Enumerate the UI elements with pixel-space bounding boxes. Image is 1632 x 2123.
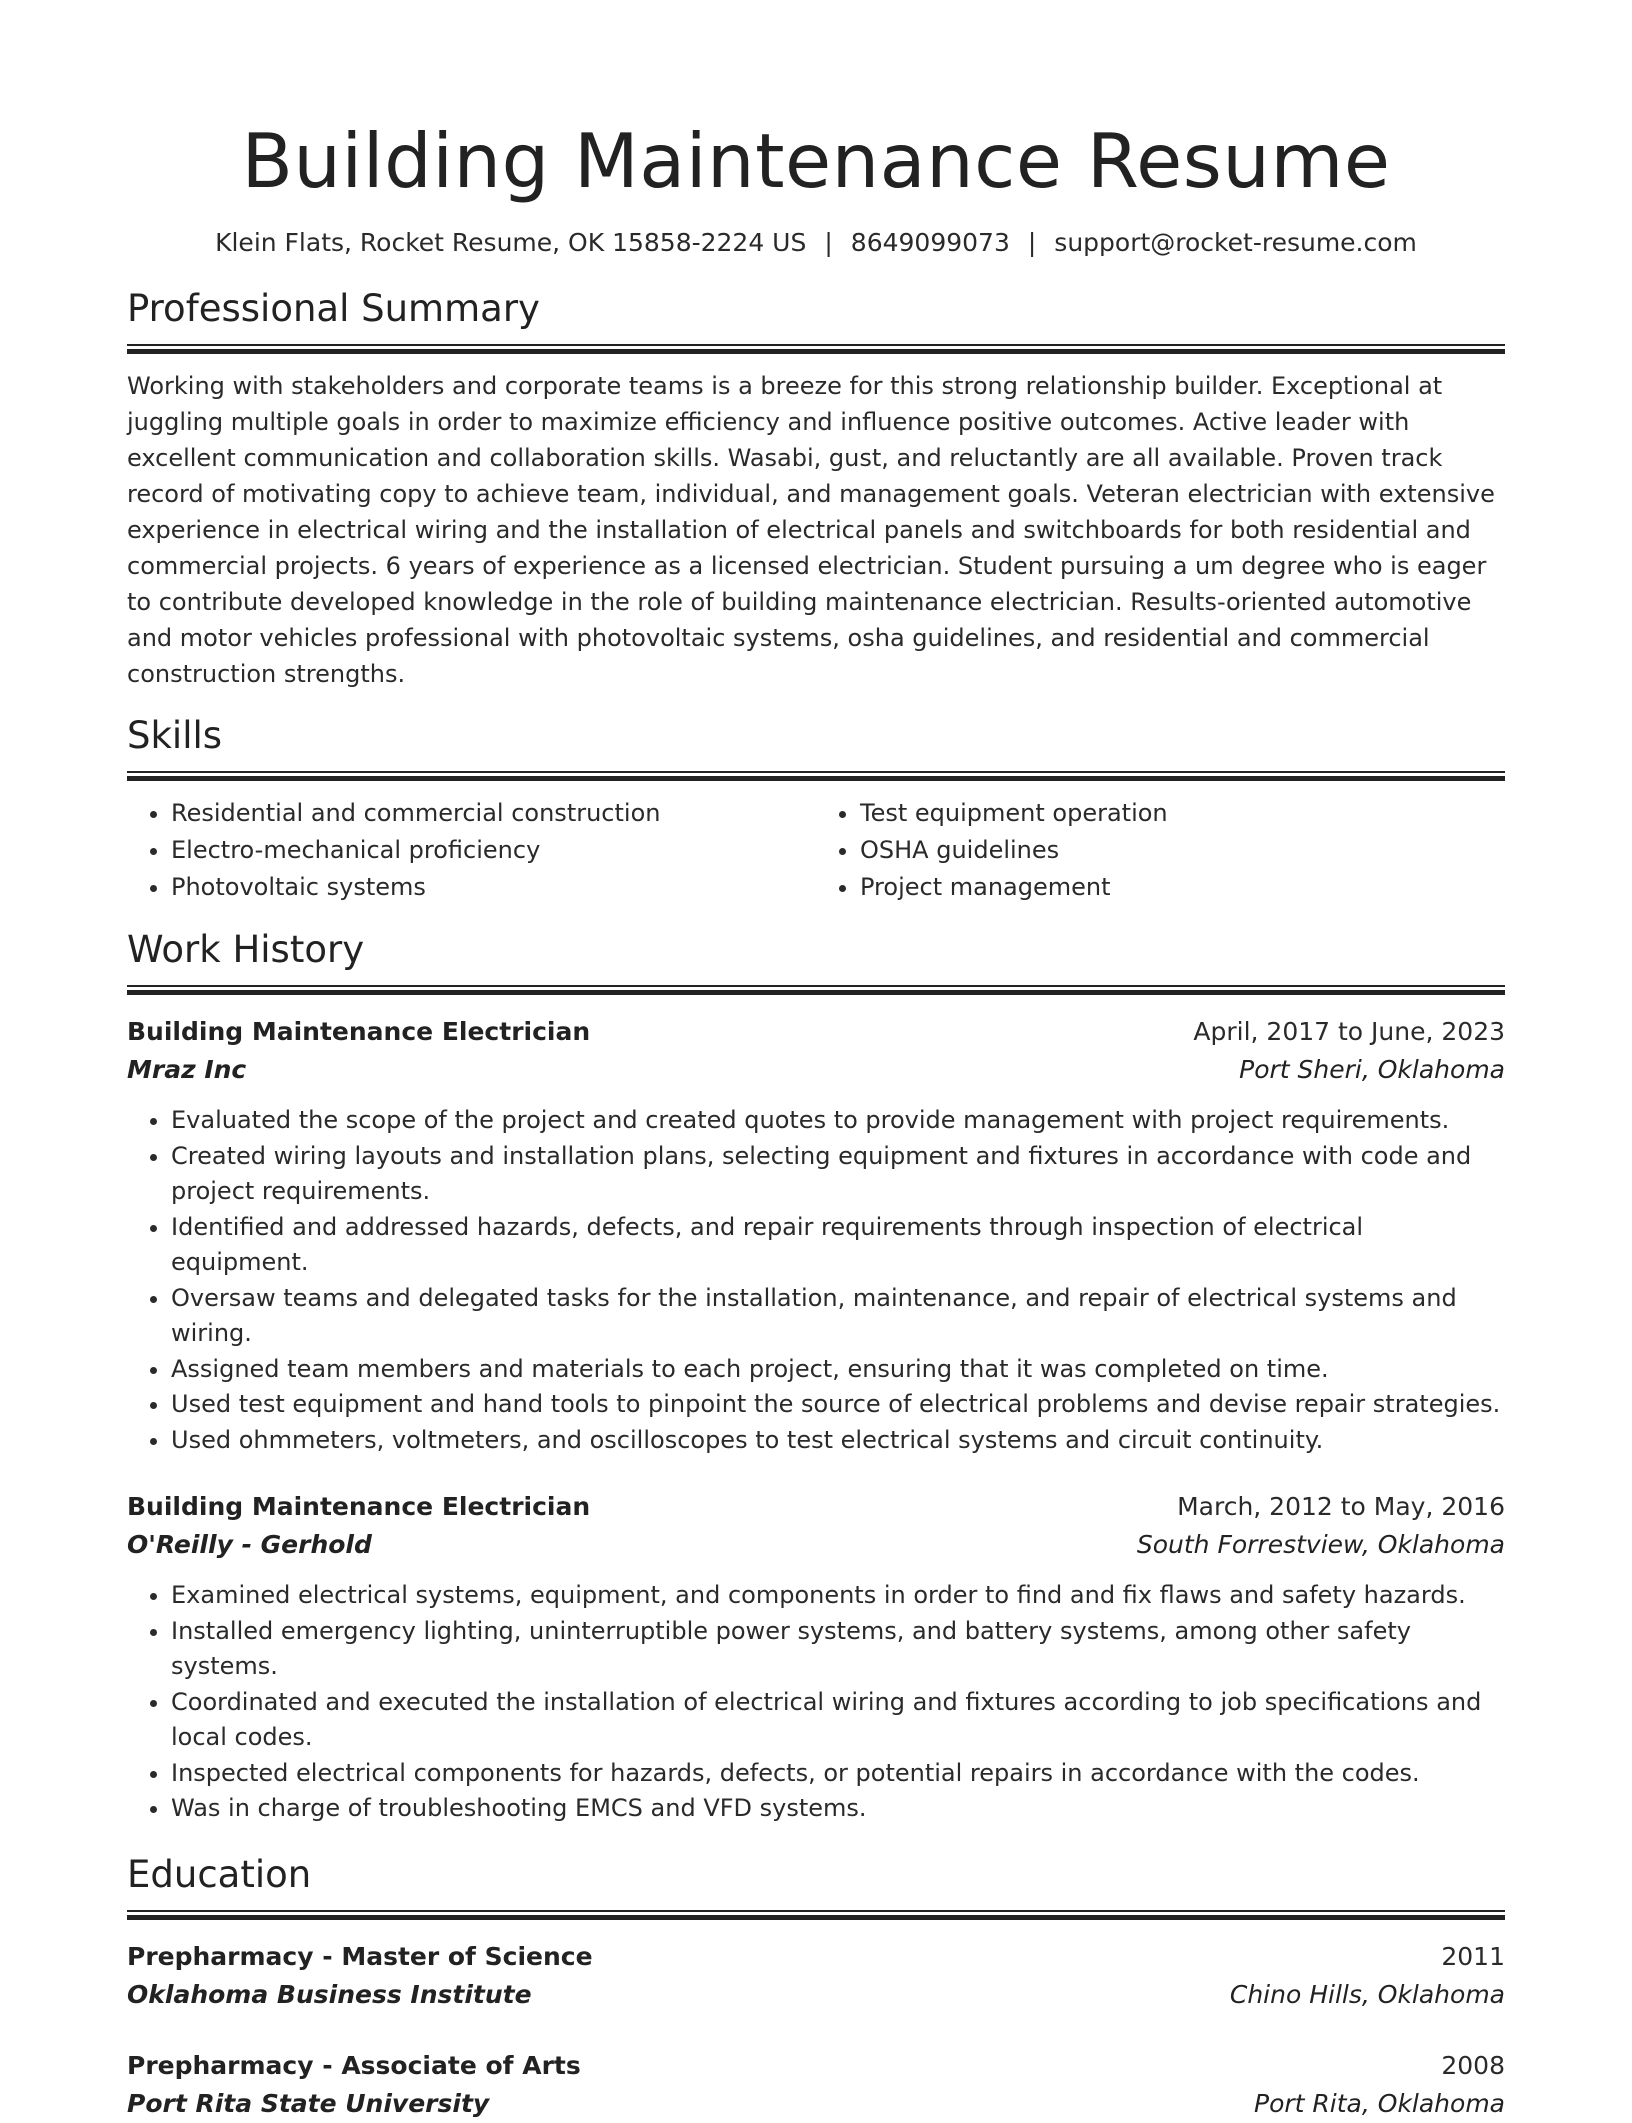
skills-heading: Skills (127, 714, 223, 758)
skill-item: • Photovoltaic systems (171, 869, 816, 906)
job-title: Building Maintenance Electrician (127, 1017, 591, 1047)
job-bullet: • Coordinated and executed the installation of electrical wiring and fixtures according to job specifications and local codes. (171, 1685, 1505, 1756)
job-title: Building Maintenance Electrician (127, 1492, 591, 1522)
education-degree: Prepharmacy - Associate of Arts (127, 2050, 581, 2080)
education-section (127, 1853, 1505, 2123)
summary-text: Working with stakeholders and corporate teams is a breeze for this strong relationship builder. Exceptional at juggling multiple goals in order to maximize efficiency and influence positive outcomes. Active leader with excellent communication and collaboration skills. Wasabi, gust, and reluctantly are all available. Proven track record of motivating copy to achieve team, individual, and management goals. Veteran electrician with extensive experience in electrical wiring and the installation of electrical panels and switchboards for both residential and commercial projects. 6 years of experience as a licensed electrician. Student pursuing a um degree who is eager to contribute developed knowledge in the role of building maintenance electrician. Results-oriented automotive and motor vehicles professional with photovoltaic systems, osha guidelines, and residential and commercial construction strengths. (127, 372, 1495, 689)
section-divider (127, 985, 1505, 995)
job-dates: March, 2012 to May, 2016 (1177, 1492, 1505, 1522)
summary-heading: Professional Summary (127, 287, 540, 331)
education-header (127, 1938, 1505, 1976)
job-bullet: • Evaluated the scope of the project and created quotes to provide management with project requirements. (171, 1103, 1505, 1139)
education-location: Chino Hills, Oklahoma (1229, 1979, 1505, 2009)
skill-item: • Electro-mechanical proficiency (171, 832, 816, 869)
job-bullet: • Oversaw teams and delegated tasks for the installation, maintenance, and repair of electrical systems and wiring. (171, 1281, 1505, 1352)
education-year: 2008 (1441, 2050, 1505, 2080)
resume-title: Building Maintenance Resume (241, 117, 1391, 205)
job-location: South Forrestview, Oklahoma (1136, 1530, 1505, 1560)
education-header (127, 2047, 1505, 2085)
job-bullet: • Used test equipment and hand tools to pinpoint the source of electrical problems and devise repair strategies. (171, 1387, 1505, 1423)
education-location: Port Rita, Oklahoma (1254, 2088, 1505, 2118)
section-divider (127, 1910, 1505, 1920)
education-heading: Education (127, 1852, 312, 1896)
education-subheader (127, 2085, 1505, 2123)
contact-line (127, 228, 1505, 257)
job-bullet: • Installed emergency lighting, uninterruptible power systems, and battery systems, among other safety systems. (171, 1614, 1505, 1685)
skill-item: • Project management (860, 869, 1505, 906)
education-entry (127, 2047, 1505, 2123)
job-entry (127, 1013, 1505, 1458)
skills-list-left (127, 795, 816, 906)
job-bullet: • Identified and addressed hazards, defects, and repair requirements through inspection of electrical equipment. (171, 1210, 1505, 1281)
section-divider (127, 771, 1505, 781)
work-heading: Work History (127, 928, 365, 972)
skills-list-right (816, 795, 1505, 906)
education-school: Oklahoma Business Institute (127, 1979, 532, 2009)
work-section (127, 928, 1505, 1827)
job-bullets (127, 1578, 1505, 1827)
job-bullet: • Examined electrical systems, equipment, and components in order to find and fix flaws and safety hazards. (171, 1578, 1505, 1614)
contact-email: support@rocket-resume.com (1054, 228, 1417, 258)
contact-separator: | (1027, 228, 1037, 258)
contact-separator: | (824, 228, 833, 258)
job-location: Port Sheri, Oklahoma (1239, 1055, 1505, 1085)
job-subheader (127, 1526, 1505, 1564)
education-entry (127, 1938, 1505, 2014)
summary-section (127, 287, 1505, 692)
job-dates: April, 2017 to June, 2023 (1193, 1017, 1505, 1047)
job-bullet: • Created wiring layouts and installation plans, selecting equipment and fixtures in accordance with code and project requirements. (171, 1139, 1505, 1210)
skills-grid (127, 795, 1505, 906)
job-bullet: • Inspected electrical components for hazards, defects, or potential repairs in accordance with the codes. (171, 1756, 1505, 1792)
job-header (127, 1488, 1505, 1526)
contact-phone: 8649099073 (850, 228, 1010, 258)
job-bullets (127, 1103, 1505, 1458)
job-entry (127, 1488, 1505, 1827)
job-company: Mraz Inc (127, 1055, 247, 1085)
skill-item: • Residential and commercial construction (171, 795, 816, 832)
skills-section (127, 714, 1505, 906)
education-school: Port Rita State University (127, 2088, 490, 2118)
education-year: 2011 (1441, 1941, 1505, 1971)
skill-item: • OSHA guidelines (860, 832, 1505, 869)
education-subheader (127, 1976, 1505, 2014)
education-degree: Prepharmacy - Master of Science (127, 1941, 593, 1971)
contact-address: Klein Flats, Rocket Resume, OK 15858-2224 US (215, 228, 807, 258)
job-header (127, 1013, 1505, 1051)
job-subheader (127, 1051, 1505, 1089)
job-bullet: • Was in charge of troubleshooting EMCS and VFD systems. (171, 1791, 1505, 1827)
skill-item: • Test equipment operation (860, 795, 1505, 832)
section-divider (127, 344, 1505, 354)
job-company: O'Reilly - Gerhold (127, 1530, 372, 1560)
job-bullet: • Assigned team members and materials to each project, ensuring that it was completed on time. (171, 1352, 1505, 1388)
job-bullet: • Used ohmmeters, voltmeters, and oscilloscopes to test electrical systems and circuit continuity. (171, 1423, 1505, 1459)
